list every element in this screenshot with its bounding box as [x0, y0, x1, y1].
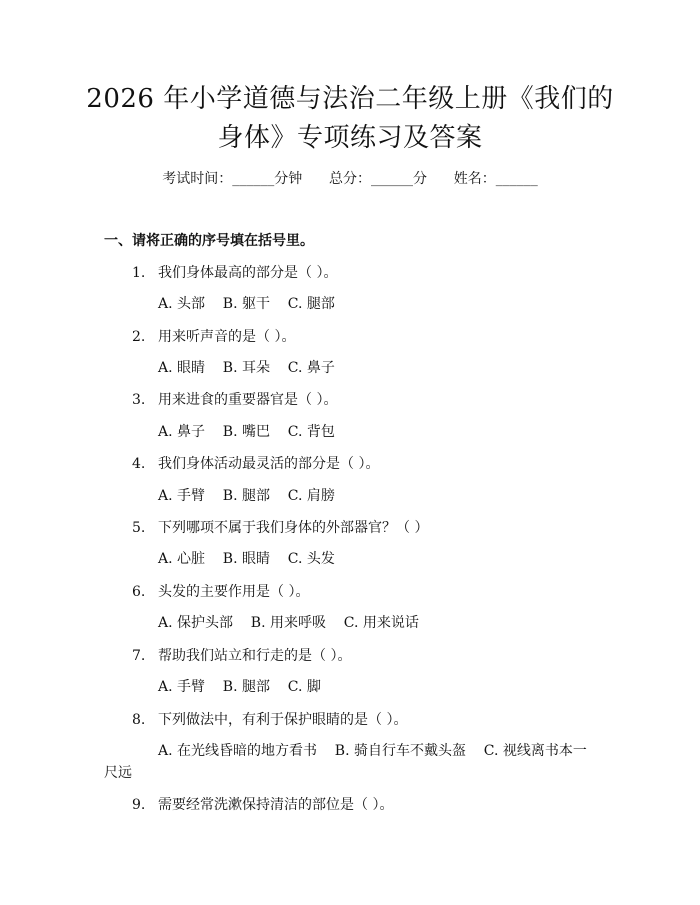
question-1	[132, 262, 337, 282]
question-6	[132, 581, 309, 601]
question-5-options: A. 心脏 B. 眼睛 C. 头发	[158, 551, 335, 567]
question-7	[132, 645, 351, 665]
question-number: 8.	[132, 712, 146, 728]
question-4-options: A. 手臂 B. 腿部 C. 肩膀	[158, 488, 335, 504]
question-text: 我们身体最高的部分是（ ）。	[158, 265, 338, 281]
question-number: 1.	[132, 265, 146, 281]
question-8-options-wrap: 尺远	[104, 765, 132, 781]
question-2	[132, 326, 295, 346]
question-number: 4.	[132, 456, 146, 472]
question-text: 下列哪项不属于我们身体的外部器官？（ ）	[158, 520, 429, 536]
question-text: 下列做法中，有利于保护眼睛的是（ ）。	[158, 712, 408, 728]
section-heading: 一、请将正确的序号填在括号里。	[104, 233, 314, 249]
question-text: 用来听声音的是（ ）。	[158, 329, 296, 345]
question-text: 帮助我们站立和行走的是（ ）。	[158, 648, 352, 664]
page-title-line1: 2026 年小学道德与法治二年级上册《我们的	[86, 84, 614, 114]
question-7-options: A. 手臂 B. 腿部 C. 脚	[158, 679, 321, 695]
question-number: 2.	[132, 329, 146, 345]
question-6-options: A. 保护头部 B. 用来呼吸 C. 用来说话	[158, 615, 419, 631]
question-8-options: A. 在光线昏暗的地方看书 B. 骑自行车不戴头盔 C. 视线离书本一	[158, 743, 587, 759]
question-9	[132, 794, 393, 814]
question-text: 需要经常洗漱保持清洁的部位是（ ）。	[158, 797, 394, 813]
page-title-line2: 身体》专项练习及答案	[217, 123, 483, 153]
question-text: 头发的主要作用是（ ）。	[158, 584, 310, 600]
question-8	[132, 709, 407, 729]
question-4	[132, 453, 379, 473]
question-number: 6.	[132, 584, 146, 600]
question-number: 5.	[132, 520, 146, 536]
question-3-options: A. 鼻子 B. 嘴巴 C. 背包	[158, 424, 335, 440]
question-number: 9.	[132, 797, 146, 813]
question-2-options: A. 眼睛 B. 耳朵 C. 鼻子	[158, 360, 335, 376]
question-5	[132, 517, 428, 537]
exam-info-line: 考试时间：______分钟 总分：______分 姓名：______	[162, 171, 538, 187]
question-number: 3.	[132, 392, 146, 408]
question-text: 我们身体活动最灵活的部分是（ ）。	[158, 456, 380, 472]
question-1-options: A. 头部 B. 躯干 C. 腿部	[158, 296, 335, 312]
question-number: 7.	[132, 648, 146, 664]
question-text: 用来进食的重要器官是（ ）。	[158, 392, 338, 408]
question-3	[132, 389, 337, 409]
